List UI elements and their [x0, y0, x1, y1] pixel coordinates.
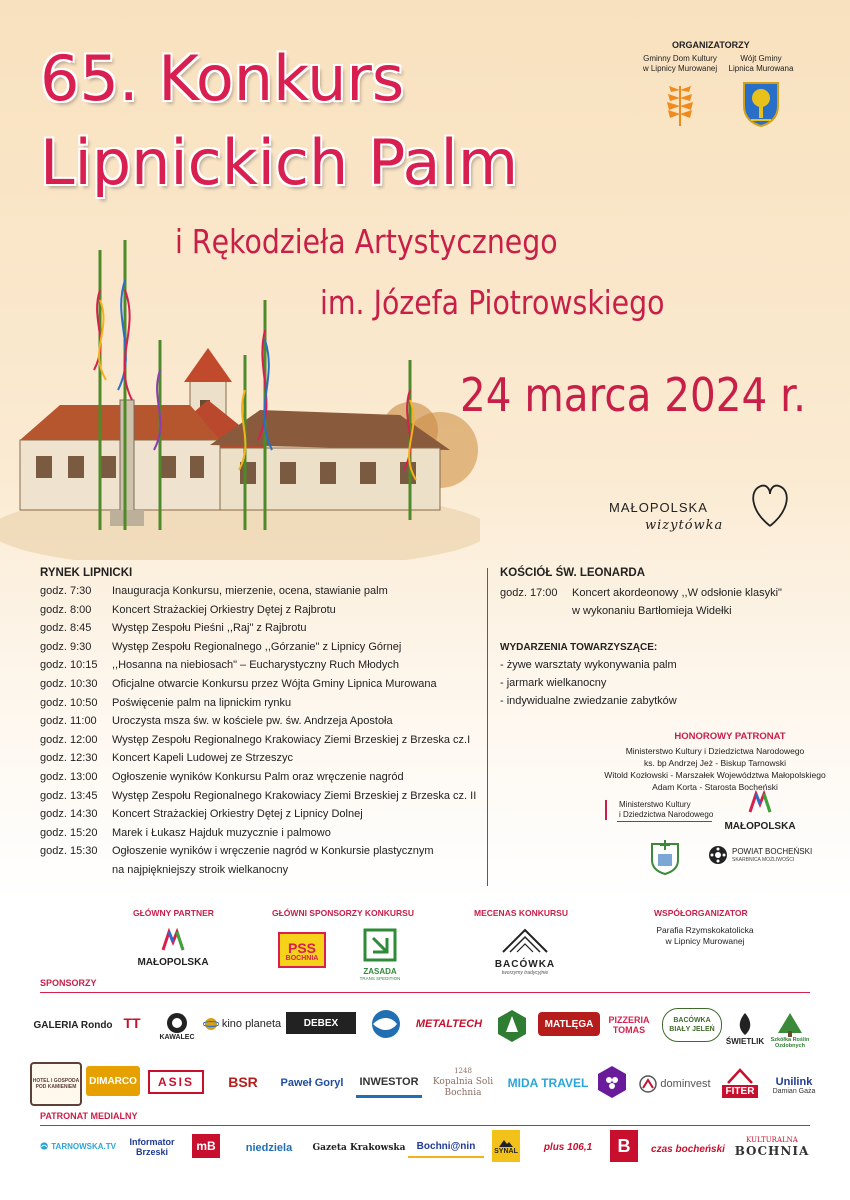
schedule-event: Koncert Strażackiej Orkiestry Dętej z Lipnicy Dolnej	[112, 808, 363, 821]
schedule-row	[40, 864, 500, 883]
schedule-event: Ogłoszenie wyników Konkursu Palm oraz wręczenie nagród	[112, 770, 404, 783]
sponsor-grapes	[594, 1062, 630, 1102]
wizytowka-title: MAŁOPOLSKA	[609, 500, 708, 515]
malopolska-wizytowka-logo	[605, 478, 805, 538]
sponsor-label: Kopalnia Soli Bochnia	[432, 1076, 494, 1098]
swietlik-icon	[734, 1011, 756, 1037]
parafia-line1: Parafia Rzymskokatolicka	[656, 925, 754, 935]
media-label: B	[617, 1135, 631, 1156]
kosciol-event-cont: w wykonaniu Bartłomieja Widełki	[572, 605, 732, 617]
schedule-row	[40, 604, 500, 623]
organizer-gdk-line2: w Lipnicy Murowanej	[642, 64, 718, 73]
media-tarnowska-tv	[40, 1134, 116, 1158]
schedule-event: ,,Hosanna na niebiosach" – Eucharystyczny Ruch Młodych	[112, 659, 399, 672]
schedule-time: godz. 13:00	[40, 770, 98, 783]
media-rule	[40, 1125, 810, 1126]
sponsor-debex	[286, 1012, 356, 1034]
schedule-event: Inauguracja Konkursu, mierzenie, ocena, stawianie palm	[112, 585, 388, 597]
sponsor-pizzeria	[600, 1012, 658, 1038]
schedule-event: Ogłoszenie wyników i wręczenie nagród w Konkursie plastycznym	[112, 845, 434, 858]
schedule-row	[40, 734, 500, 753]
kosciol-heading: KOŚCIÓŁ ŚW. LEONARDA	[500, 567, 646, 579]
schedule-time: godz. 10:30	[40, 677, 98, 690]
media-bochnianin	[408, 1136, 484, 1158]
subtitle-line-2: im. Józefa Piotrowskiego	[320, 283, 665, 322]
unilink-sub: Damian Gaża	[772, 1087, 816, 1095]
patronat-medialny-heading: PATRONAT MEDIALNY	[40, 1111, 138, 1121]
zasada-sub: TRANS SPEDITION	[359, 976, 401, 981]
kosciol-row	[500, 605, 840, 621]
sponsor-label: Paweł Goryl	[280, 1077, 344, 1089]
zasada-logo	[350, 928, 410, 981]
organizer-wojt-line1: Wójt Gminy	[740, 54, 782, 63]
zasada-icon	[363, 928, 397, 962]
wydarzenia-item: - jarmark wielkanocny	[500, 677, 607, 689]
rynek-heading: RYNEK LIPNICKI	[40, 567, 133, 579]
schedule-time: godz. 9:30	[40, 640, 92, 653]
sponsor-tt	[112, 1006, 152, 1040]
pss-label: PSS	[287, 940, 316, 956]
sponsor-label: ŚWIETLIK	[725, 1036, 765, 1046]
dominvest-icon	[639, 1075, 657, 1093]
wydarzenia-item: - indywidualne zwiedzanie zabytków	[500, 695, 677, 707]
diocese-crest-icon	[648, 838, 682, 876]
schedule-time: godz. 10:50	[40, 696, 98, 709]
glowni-sponsorzy-heading: GŁÓWNI SPONSORZY KONKURSU	[272, 908, 414, 918]
sponsor-label: TT	[123, 1015, 141, 1031]
honorowy-line: Adam Korta - Starosta Bocheński	[652, 782, 778, 792]
heart-icon	[745, 478, 795, 530]
sponsor-label: FITER	[722, 1085, 759, 1098]
honorowy-line: Ministerstwo Kultury i Dziedzictwa Narodowego	[625, 746, 805, 756]
sponsor-metaltech	[414, 1014, 484, 1034]
media-informator	[126, 1134, 178, 1160]
schedule-event: Marek i Łukasz Hajduk muzycznie i palmowo	[112, 826, 331, 839]
schedule-time: godz. 10:15	[40, 659, 98, 672]
sponsorzy-heading: SPONSORZY	[40, 978, 97, 988]
sponsor-kawalec	[156, 1004, 198, 1048]
media-label: BOCHNIA	[734, 1144, 810, 1158]
schedule-row	[40, 715, 500, 734]
media-synal	[492, 1130, 520, 1162]
coat-of-arms-icon	[741, 80, 781, 128]
schedule-divider	[487, 568, 488, 886]
organizer-wojt	[725, 54, 797, 128]
media-label: SYNAL	[494, 1147, 518, 1155]
media-label: niedziela	[245, 1142, 293, 1154]
schedule-event: Występ Zespołu Regionalnego ,,Górzanie" z Lipnicy Górnej	[112, 640, 402, 653]
media-label: plus 106,1	[543, 1141, 593, 1153]
schedule-row	[40, 585, 500, 604]
sponsor-dimarco	[86, 1066, 140, 1096]
schedule-row	[40, 808, 500, 827]
kopalnia-year: 1248	[454, 1066, 472, 1075]
planet-icon	[203, 1016, 219, 1032]
bacowka-roof-icon	[500, 926, 550, 954]
powiat-tagline: SKARBNICA MOŻLIWOŚCI	[732, 857, 795, 863]
wizytowka-subtitle: wizytówka	[645, 518, 724, 533]
honorowy-line: ks. bp Andrzej Jeż - Biskup Tarnowski	[643, 758, 787, 768]
kawalec-icon	[166, 1012, 188, 1034]
schedule-time: godz. 15:20	[40, 826, 98, 839]
media-label: Gazeta Krakowska	[312, 1143, 406, 1153]
sponsor-inwestor	[356, 1068, 422, 1098]
media-label: mB	[196, 1139, 216, 1153]
schedule-event: Występ Zespołu Regionalnego Krakowiacy Ziemi Brzeskiej z Brzeska cz. II	[112, 789, 477, 802]
mkidn-bar	[617, 821, 712, 822]
schedule-row	[40, 790, 500, 809]
zasada-label: ZASADA	[363, 967, 397, 976]
malopolska-icon	[160, 928, 186, 952]
schedule-row	[40, 827, 500, 846]
powiat-name: POWIAT BOCHEŃSKI	[732, 847, 813, 856]
glowny-partner-label: MAŁOPOLSKA	[137, 957, 209, 968]
schedule-time: godz. 8:45	[40, 622, 92, 635]
schedule-event: Oficjalne otwarcie Konkursu przez Wójta Gminy Lipnica Murowana	[112, 677, 437, 690]
media-b	[610, 1130, 638, 1162]
sponsor-label: MIDA TRAVEL	[507, 1076, 589, 1090]
organizers-heading: ORGANIZATORZY	[672, 40, 750, 50]
sponsor-label: dominvest	[660, 1078, 711, 1090]
schedule-time: godz. 13:45	[40, 789, 98, 802]
malopolska-patron-label: MAŁOPOLSKA	[724, 821, 796, 832]
title-line-2: Lipnickich Palm	[40, 126, 519, 199]
sponsor-label: INWESTOR	[359, 1075, 419, 1088]
wydarzenia-heading: WYDARZENIA TOWARZYSZĄCE:	[500, 642, 658, 653]
organizer-wojt-line2: Lipnica Murowana	[728, 64, 794, 73]
schedule-time: godz. 12:00	[40, 733, 98, 746]
sponsor-label: BSR	[228, 1074, 258, 1090]
sponsor-swietlik	[725, 1006, 765, 1050]
sponsor-dominvest	[636, 1072, 714, 1096]
organizer-gdk-line1: Gminny Dom Kultury	[643, 54, 717, 63]
schedule-row	[40, 641, 500, 660]
parafia-line2: w Lipnicy Murowanej	[665, 936, 745, 946]
schedule-event: Poświęcenie palm na lipnickim rynku	[112, 696, 292, 709]
schedule-time: godz. 7:30	[40, 585, 92, 597]
sponsor-label: Szkółka Roślin Ozdobnych	[770, 1036, 810, 1049]
mkidn-line1: Ministerstwo Kultury	[619, 800, 691, 809]
sponsor-label: MATLĘGA	[544, 1018, 594, 1030]
schedule-event: Występ Zespołu Regionalnego Krakowiacy Ziemi Brzeskiej z Brzeska cz.I	[112, 733, 471, 746]
media-kulturalna-bochnia	[734, 1130, 810, 1164]
sponsor-label: KAWALEC	[159, 1033, 195, 1041]
subtitle-line-1: i Rękodzieła Artystycznego	[175, 222, 558, 261]
kosciol-row	[500, 587, 840, 603]
organizer-gdk	[630, 54, 730, 128]
sponsor-label: GALERIA Rondo	[33, 1019, 113, 1031]
sponsor-label: DIMARCO	[89, 1075, 137, 1087]
schedule-row	[40, 845, 500, 864]
sponsor-pawel-goryl	[276, 1068, 348, 1098]
schedule-time: godz. 14:30	[40, 808, 98, 821]
bacowka-sub: tworzymy tradycyjnie	[501, 970, 549, 976]
media-niedziela	[234, 1138, 304, 1158]
sponsor-fiter	[718, 1062, 762, 1102]
sponsor-asis	[148, 1070, 204, 1094]
sponsor-unilink	[766, 1066, 822, 1104]
schedule-event: Uroczysta msza św. w kościele pw. św. Andrzeja Apostoła	[112, 715, 393, 728]
tarnowska-icon	[40, 1137, 48, 1155]
media-label: Bochni@nin	[416, 1140, 476, 1152]
mountain-icon	[498, 1138, 514, 1148]
mkidn-logo	[605, 800, 713, 820]
sponsor-label: HOTEL I GOSPODA POD KAMIENIEM	[32, 1078, 80, 1090]
schedule-row	[40, 622, 500, 641]
kosciol-event: Koncert akordeonowy ,,W odsłonie klasyki"	[572, 587, 782, 599]
pss-sub: BOCHNIA	[285, 955, 319, 962]
sponsorzy-rule	[40, 992, 810, 993]
title-line-1: 65. Konkurs	[40, 42, 405, 115]
sponsor-szkolka	[768, 1006, 812, 1054]
media-mb	[192, 1134, 220, 1158]
schedule-row	[40, 752, 500, 771]
sponsor-label: PIZZERIA TOMAS	[608, 1015, 650, 1035]
sponsor-label: ASIS	[157, 1075, 194, 1089]
grapes-icon	[596, 1064, 628, 1100]
house-icon	[726, 1067, 754, 1085]
pss-logo	[278, 932, 326, 968]
media-gazeta-krakowska	[312, 1138, 406, 1158]
palm-leaf-icon	[665, 82, 695, 128]
schedule-time: godz. 11:00	[40, 715, 97, 728]
sponsor-kino-planeta	[202, 1012, 282, 1036]
schedule-event: Koncert Strażackiej Orkiestry Dętej z Rajbrotu	[112, 603, 336, 616]
glowny-partner-heading: GŁÓWNY PARTNER	[133, 908, 214, 918]
village-painting-illustration	[0, 230, 480, 560]
tree-icon	[775, 1011, 805, 1037]
schedule-row	[40, 659, 500, 678]
sponsor-kopalnia	[428, 1058, 498, 1106]
sponsor-label: kino planeta	[221, 1018, 282, 1030]
rynek-schedule	[40, 585, 500, 883]
malopolska-patron-logo	[720, 790, 800, 832]
kosciol-time: godz. 17:00	[500, 587, 558, 599]
schedule-row	[40, 697, 500, 716]
powiat-bochenski-logo	[708, 845, 813, 870]
event-date: 24 marca 2024 r.	[460, 368, 806, 422]
sponsor-galeria-rondo	[33, 1010, 113, 1040]
schedule-row	[40, 678, 500, 697]
mkidn-line2: i Dziedzictwa Narodowego	[619, 810, 714, 819]
schedule-time: godz. 15:30	[40, 845, 98, 858]
sponsor-label: BACÓWKA BIAŁY JELEŃ	[669, 1017, 715, 1033]
media-czas-bochenski	[650, 1138, 726, 1160]
sponsor-bsr	[218, 1062, 268, 1102]
sponsor-lasy	[494, 1004, 530, 1048]
glowny-partner-logo	[128, 928, 218, 968]
schedule-event: Koncert Kapeli Ludowej ze Strzeszyc	[112, 752, 293, 765]
honorowy-heading: HONOROWY PATRONAT	[674, 731, 786, 742]
schedule-time: godz. 12:30	[40, 752, 98, 765]
schedule-event: Występ Zespołu Pieśni ,,Raj" z Rajbrotu	[112, 622, 307, 635]
wydarzenia-item: - żywe warsztaty wykonywania palm	[500, 659, 677, 671]
parafia-text	[640, 925, 770, 947]
sponsor-fish	[362, 1008, 410, 1040]
sponsor-label: METALTECH	[415, 1018, 483, 1030]
schedule-row	[40, 771, 500, 790]
sponsor-bacowka-jelen	[662, 1008, 722, 1042]
bacowka-label: BACÓWKA	[494, 959, 556, 970]
sponsor-label: Unilink	[775, 1075, 813, 1088]
malopolska-icon	[747, 790, 773, 814]
schedule-event: na najpiękniejszy stroik wielkanocny	[112, 863, 289, 876]
media-label: Informator Brzeski	[129, 1137, 175, 1157]
honorowy-line: Witold Kozłowski - Marszałek Województwa Małopolskiego	[604, 770, 826, 780]
powiat-icon	[708, 845, 728, 865]
media-plus	[532, 1136, 604, 1158]
wspolorganizator-heading: WSPÓŁORGANIZATOR	[654, 908, 748, 918]
fish-icon	[363, 1009, 409, 1039]
forest-icon	[496, 1008, 528, 1044]
sponsor-matlega	[538, 1012, 600, 1036]
sponsor-mida	[508, 1070, 588, 1096]
media-label: TARNOWSKA.TV	[51, 1141, 116, 1151]
sponsor-hotel-gospoda	[30, 1062, 82, 1106]
bochnia-prefix: KULTURALNA	[746, 1136, 798, 1144]
media-label: czas bocheński	[651, 1143, 725, 1155]
schedule-time: godz. 8:00	[40, 603, 92, 616]
mecenas-heading: MECENAS KONKURSU	[474, 908, 568, 918]
sponsor-label: DEBEX	[303, 1017, 339, 1029]
bacowka-logo	[490, 926, 560, 976]
